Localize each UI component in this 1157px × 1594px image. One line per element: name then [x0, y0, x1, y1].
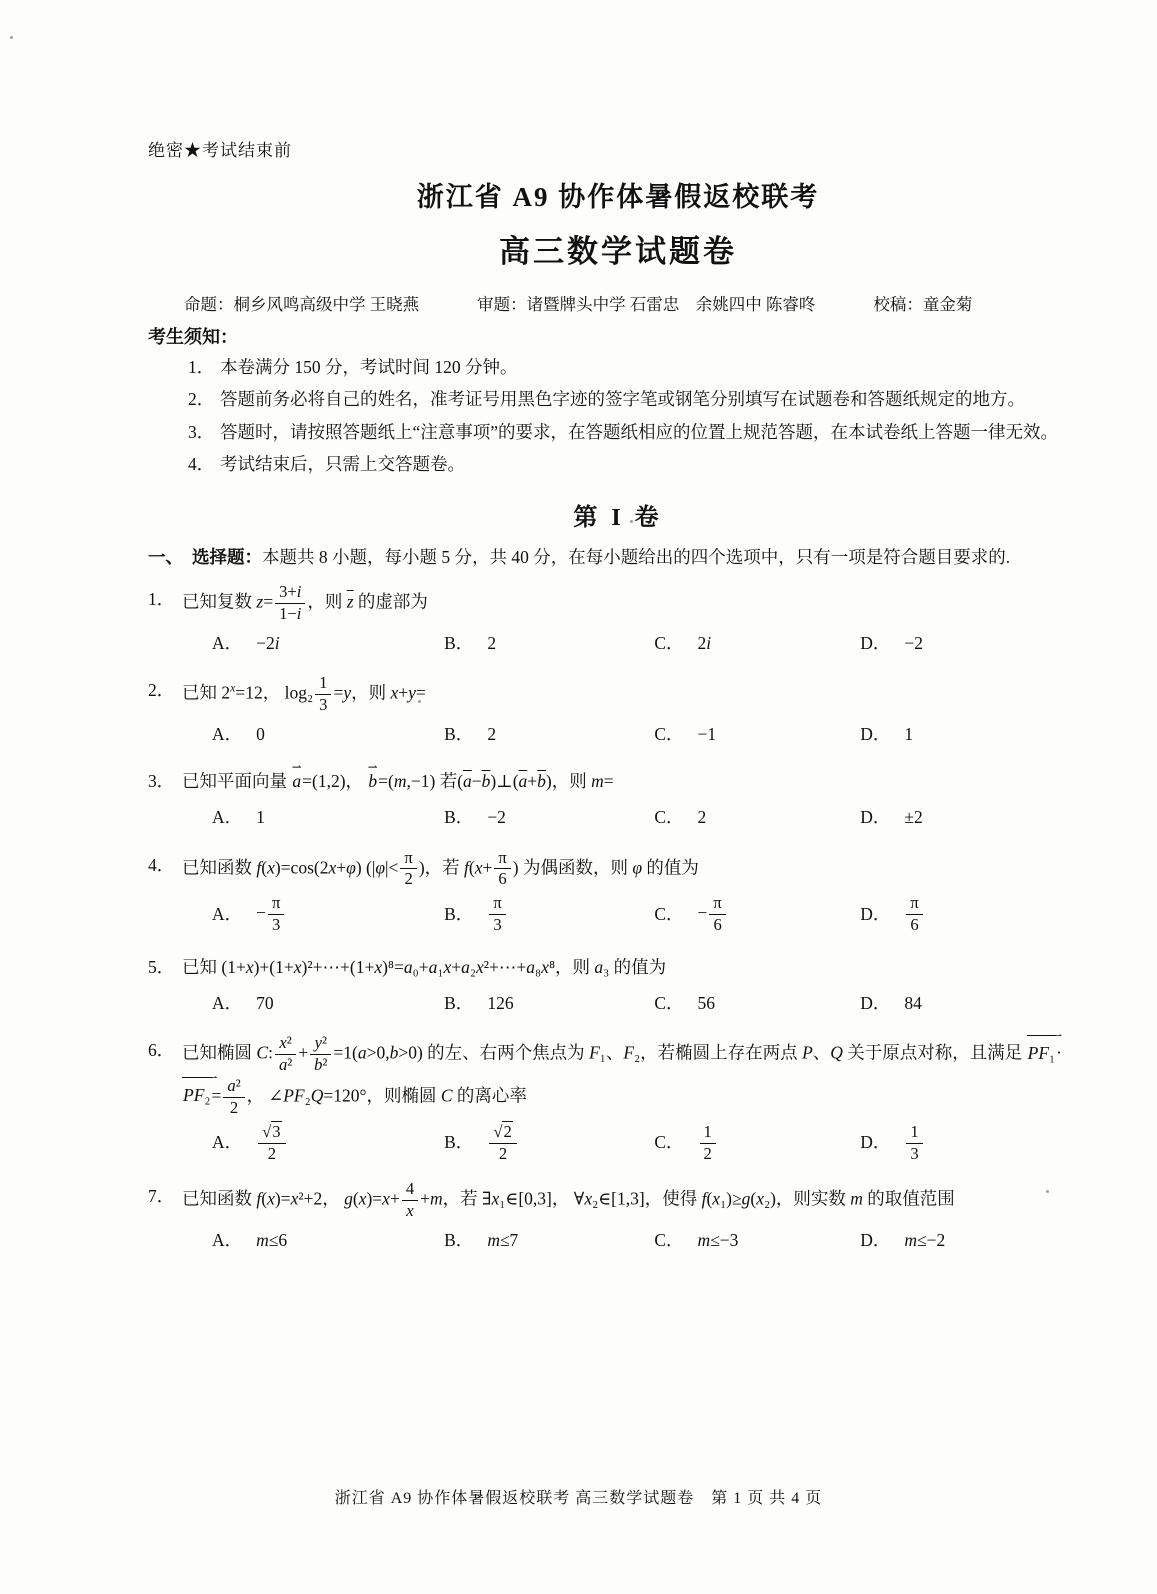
page-footer: 浙江省 A9 协作体暑假返校联考 高三数学试题卷 第 1 页 共 4 页: [334, 1490, 823, 1507]
notice-item-text: 本卷满分 150 分，考试时间 120 分钟。: [220, 357, 518, 377]
option-label: B．: [444, 632, 474, 653]
question-options: [182, 1225, 1088, 1257]
option-d: [860, 1122, 1088, 1165]
intro-text: 本题共 8 小题，每小题 5 分，共 40 分，在每小题给出的四个选项中，只有一项是符合题目要求的.: [262, 546, 1011, 567]
credit-reviewer: 审题：诸暨牌头中学 石雷忠 余姚四中 陈睿咚: [477, 295, 816, 314]
question-1: [148, 582, 1088, 664]
option-label: D．: [860, 1229, 891, 1250]
question-stem: 已知 $2^x=12$， log₂ $\frac{1}{3}$ =y，则 x+y=: [182, 673, 426, 714]
question-7: [148, 1179, 1088, 1261]
option-c: [654, 893, 860, 936]
option-text: −2i: [256, 632, 280, 653]
option-b: [444, 1121, 654, 1165]
option-text: 2: [487, 723, 497, 744]
notice-item: [148, 351, 1088, 383]
option-text: $\frac{\pi}{3}$: [487, 893, 507, 936]
option-text: 70: [256, 992, 274, 1013]
notice-item-number: 4．: [188, 454, 215, 475]
option-text: − $\frac{\pi}{6}$: [698, 893, 728, 936]
option-label: A．: [212, 992, 243, 1013]
option-a: [212, 628, 444, 660]
option-label: B．: [444, 723, 474, 744]
option-text: m≤−3: [697, 1229, 739, 1250]
option-b: [444, 893, 654, 936]
option-d: [860, 893, 1088, 936]
credits-line: [148, 291, 1088, 315]
notice-item: [148, 383, 1088, 415]
question-options: [182, 719, 1088, 751]
option-d: [860, 719, 1088, 751]
option-text: 1: [904, 723, 914, 744]
option-label: D．: [860, 807, 891, 828]
notice-item-number: 3．: [188, 421, 215, 442]
question-3: [148, 764, 1088, 839]
question-options: [182, 1121, 1088, 1165]
notice-item-text: 答题时，请按照答题纸上“注意事项”的要求，在答题纸相应的位置上规范答题，在本试卷纸上答题一律无效。: [220, 421, 1059, 442]
option-label: C．: [654, 1132, 684, 1153]
question-body: [182, 582, 1088, 664]
option-b: [444, 1225, 654, 1257]
question-stem: 已知函数 f(x)=x²+2， g(x)=x+ $\frac{4}{x}$ +m，若 ∃x₁∈[0,3]， ∀x₂∈[1,3]，使得 f(x₁)≥g(x₂)，则实数 m 的取值范围: [182, 1178, 955, 1220]
notice-item: [148, 416, 1088, 448]
question-number: 6．: [148, 1040, 175, 1061]
question-options: [182, 628, 1088, 660]
question-number: 7．: [148, 1185, 175, 1206]
option-c: [654, 1122, 860, 1165]
security-label: 绝密★考试结束前: [148, 141, 292, 160]
option-label: A．: [212, 632, 243, 653]
option-a: [212, 802, 444, 834]
option-label: A．: [212, 903, 243, 924]
option-b: [444, 802, 654, 834]
question-body: [182, 848, 1088, 941]
option-a: [212, 719, 444, 751]
option-text: $\frac{√2}{2}$: [487, 1121, 518, 1165]
option-c: [654, 988, 860, 1020]
option-d: [860, 628, 1088, 660]
option-text: $\frac{\pi}{6}$: [904, 893, 924, 936]
option-b: [444, 719, 654, 751]
option-text: −2: [904, 632, 923, 653]
option-text: m≤−2: [904, 1229, 946, 1250]
option-d: [860, 1225, 1088, 1257]
intro-label: 选择题：: [192, 546, 262, 567]
question-stem: 已知函数 f(x)=cos(2x+φ) (|φ|< $\frac{\pi}{2}$ )，若 f(x+ $\frac{\pi}{6}$ ) 为偶函数，则 φ 的值为: [182, 847, 699, 889]
option-text: ±2: [904, 807, 923, 828]
option-label: C．: [654, 807, 684, 828]
option-label: D．: [860, 723, 891, 744]
option-d: [860, 802, 1088, 834]
question-2: [148, 673, 1088, 755]
option-a: [212, 1225, 444, 1257]
option-b: [444, 628, 654, 660]
option-text: −1: [697, 723, 717, 744]
option-c: [654, 628, 860, 660]
option-text: − $\frac{\pi}{3}$: [256, 893, 286, 936]
option-label: D．: [860, 1132, 891, 1153]
notice-item-number: 1．: [188, 357, 215, 377]
question-6: [148, 1033, 1088, 1170]
option-label: B．: [444, 1229, 474, 1250]
option-text: 84: [904, 992, 922, 1013]
question-number: 5．: [148, 956, 175, 977]
credit-proofreader: 校稿：童金菊: [873, 295, 973, 314]
notice-item-number: 2．: [188, 389, 215, 410]
page-content: [148, 136, 1088, 1261]
option-c: [654, 1225, 860, 1257]
option-c: [654, 802, 860, 834]
credit-proposer: 命题：桐乡风鸣高级中学 王晓燕: [184, 295, 420, 314]
question-options: [182, 802, 1088, 834]
option-label: D．: [860, 992, 891, 1013]
option-text: 1: [256, 807, 265, 828]
option-label: B．: [444, 903, 474, 924]
notice-heading: 考生须知：: [148, 327, 238, 347]
option-text: 2i: [697, 632, 712, 653]
section-title: 第 I 卷: [573, 504, 663, 531]
option-text: $\frac{√3}{2}$: [256, 1121, 287, 1165]
option-label: D．: [860, 632, 891, 653]
question-options: [182, 988, 1088, 1020]
option-b: [444, 988, 654, 1020]
question-4: [148, 848, 1088, 941]
option-text: 2: [487, 632, 497, 653]
question-number: 1．: [148, 589, 175, 609]
option-a: [212, 893, 444, 936]
option-label: A．: [212, 1132, 243, 1153]
question-body: [182, 1179, 1088, 1261]
option-text: $\frac{1}{3}$: [904, 1122, 924, 1165]
option-label: D．: [860, 903, 891, 924]
exam-subtitle: 高三数学试题卷: [499, 234, 737, 269]
scan-artifact: [10, 36, 13, 39]
choice-section-intro: [148, 542, 1088, 574]
question-body: [182, 950, 1088, 1025]
option-c: [654, 719, 860, 751]
option-d: [860, 988, 1088, 1020]
option-label: C．: [654, 1229, 684, 1250]
option-label: A．: [212, 723, 243, 744]
question-options: [182, 893, 1088, 936]
option-label: A．: [212, 807, 243, 828]
option-label: C．: [654, 903, 684, 924]
option-text: m≤6: [256, 1229, 288, 1250]
question-body: [182, 764, 1088, 839]
option-text: −2: [487, 807, 506, 828]
exam-title: 浙江省 A9 协作体暑假返校联考: [416, 182, 820, 212]
question-number: 3．: [148, 771, 175, 792]
option-a: [212, 1121, 444, 1165]
option-label: B．: [444, 992, 474, 1013]
option-text: 56: [697, 992, 716, 1013]
option-label: A．: [212, 1229, 243, 1250]
option-label: B．: [444, 1132, 474, 1153]
intro-numbering: 一、: [148, 546, 183, 567]
question-number: 4．: [148, 854, 175, 875]
option-text: m≤7: [487, 1229, 519, 1250]
question-stem: 已知平面向量 a ⇀=(1,2)， b ⇀=(m,−1) 若$(\overline{a}-\overline{b})\perp(\overline{a}+\overline{b})$，则 m=: [182, 764, 1088, 799]
option-label: C．: [654, 632, 684, 653]
question-5: [148, 950, 1088, 1025]
option-text: 2: [697, 807, 707, 828]
option-a: [212, 988, 444, 1020]
option-label: C．: [654, 723, 684, 744]
intro-body: [192, 542, 1088, 574]
option-label: C．: [654, 992, 684, 1013]
option-text: 126: [487, 992, 514, 1013]
question-stem: 已知椭圆 C: $\frac{\text{x²}}{\text{a²}}$ + $\frac{\text{y²}}{\text{b²}}$ =1(a>0,b>0) 的左、右两个焦点为 F₁、F₂，若椭圆上存在两点 P、Q 关于原点对称，且满足 PF₁ ⇀·PF₂ ⇀= $\frac{\text{a²}}{2}$ ， ∠PF₂Q=120°，则椭圆 C 的离心率: [182, 1033, 1088, 1118]
option-text: $\frac{1}{2}$: [698, 1122, 718, 1165]
question-body: [182, 673, 1088, 755]
option-label: B．: [444, 807, 474, 828]
notice-item-text: 考试结束后，只需上交答题卷。: [220, 454, 465, 475]
option-text: 0: [256, 723, 265, 744]
question-stem: 已知复数 z= $\frac{3+i}{1-i}$ ，则 $\overline{z}$ 的虚部为: [182, 582, 428, 623]
notice-item: [148, 448, 1088, 480]
question-body: [182, 1033, 1088, 1170]
question-number: 2．: [148, 680, 175, 701]
question-stem: 已知 (1+x)+(1+x)²+⋯+(1+x)⁸=a₀+a₁x+a₂x²+⋯+a₈x⁸，则 a₃ 的值为: [182, 956, 667, 977]
notice-item-text: 答题前务必将自己的姓名，准考证号用黑色字迹的签字笔或钢笔分别填写在试题卷和答题纸规定的地方。: [220, 389, 1025, 410]
